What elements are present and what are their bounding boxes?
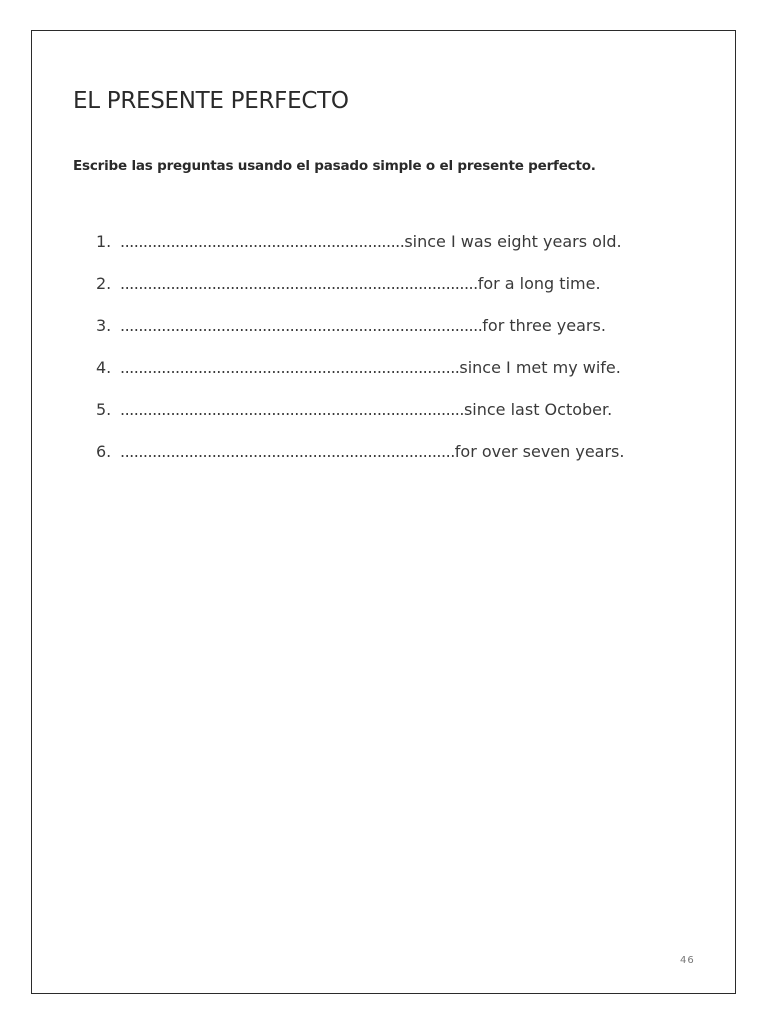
page-title: EL PRESENTE PERFECTO [73, 88, 349, 114]
item-sentence-end: since I met my wife. [459, 358, 621, 377]
item-number: 3. [96, 316, 112, 335]
page-number: 46 [680, 955, 695, 966]
item-number: 4. [96, 358, 112, 377]
exercise-item-2 [96, 274, 624, 316]
item-number: 6. [96, 442, 112, 461]
answer-blank: ......................................................................... [120, 442, 455, 461]
exercise-item-6 [96, 442, 624, 484]
answer-blank: .............................................................................. [120, 274, 478, 293]
item-number: 5. [96, 400, 112, 419]
item-number: 1. [96, 232, 112, 251]
item-sentence-end: since last October. [463, 400, 613, 419]
exercise-item-3 [96, 316, 624, 358]
worksheet-page [31, 30, 736, 994]
exercise-list [96, 232, 624, 484]
answer-blank: ........................................................................... [120, 400, 464, 419]
exercise-item-4 [96, 358, 624, 400]
answer-blank: ............................................................................... [120, 316, 483, 335]
item-sentence-end: for three years. [482, 316, 606, 335]
answer-blank: .............................................................. [120, 232, 405, 251]
item-sentence-end: for over seven years. [454, 442, 625, 461]
item-sentence-end: since I was eight years old. [404, 232, 622, 251]
exercise-item-5 [96, 400, 624, 442]
item-sentence-end: for a long time. [477, 274, 601, 293]
exercise-instruction: Escribe las preguntas usando el pasado simple o el presente perfecto. [73, 158, 596, 174]
exercise-item-1 [96, 232, 624, 274]
answer-blank: .......................................................................... [120, 358, 460, 377]
item-number: 2. [96, 274, 112, 293]
